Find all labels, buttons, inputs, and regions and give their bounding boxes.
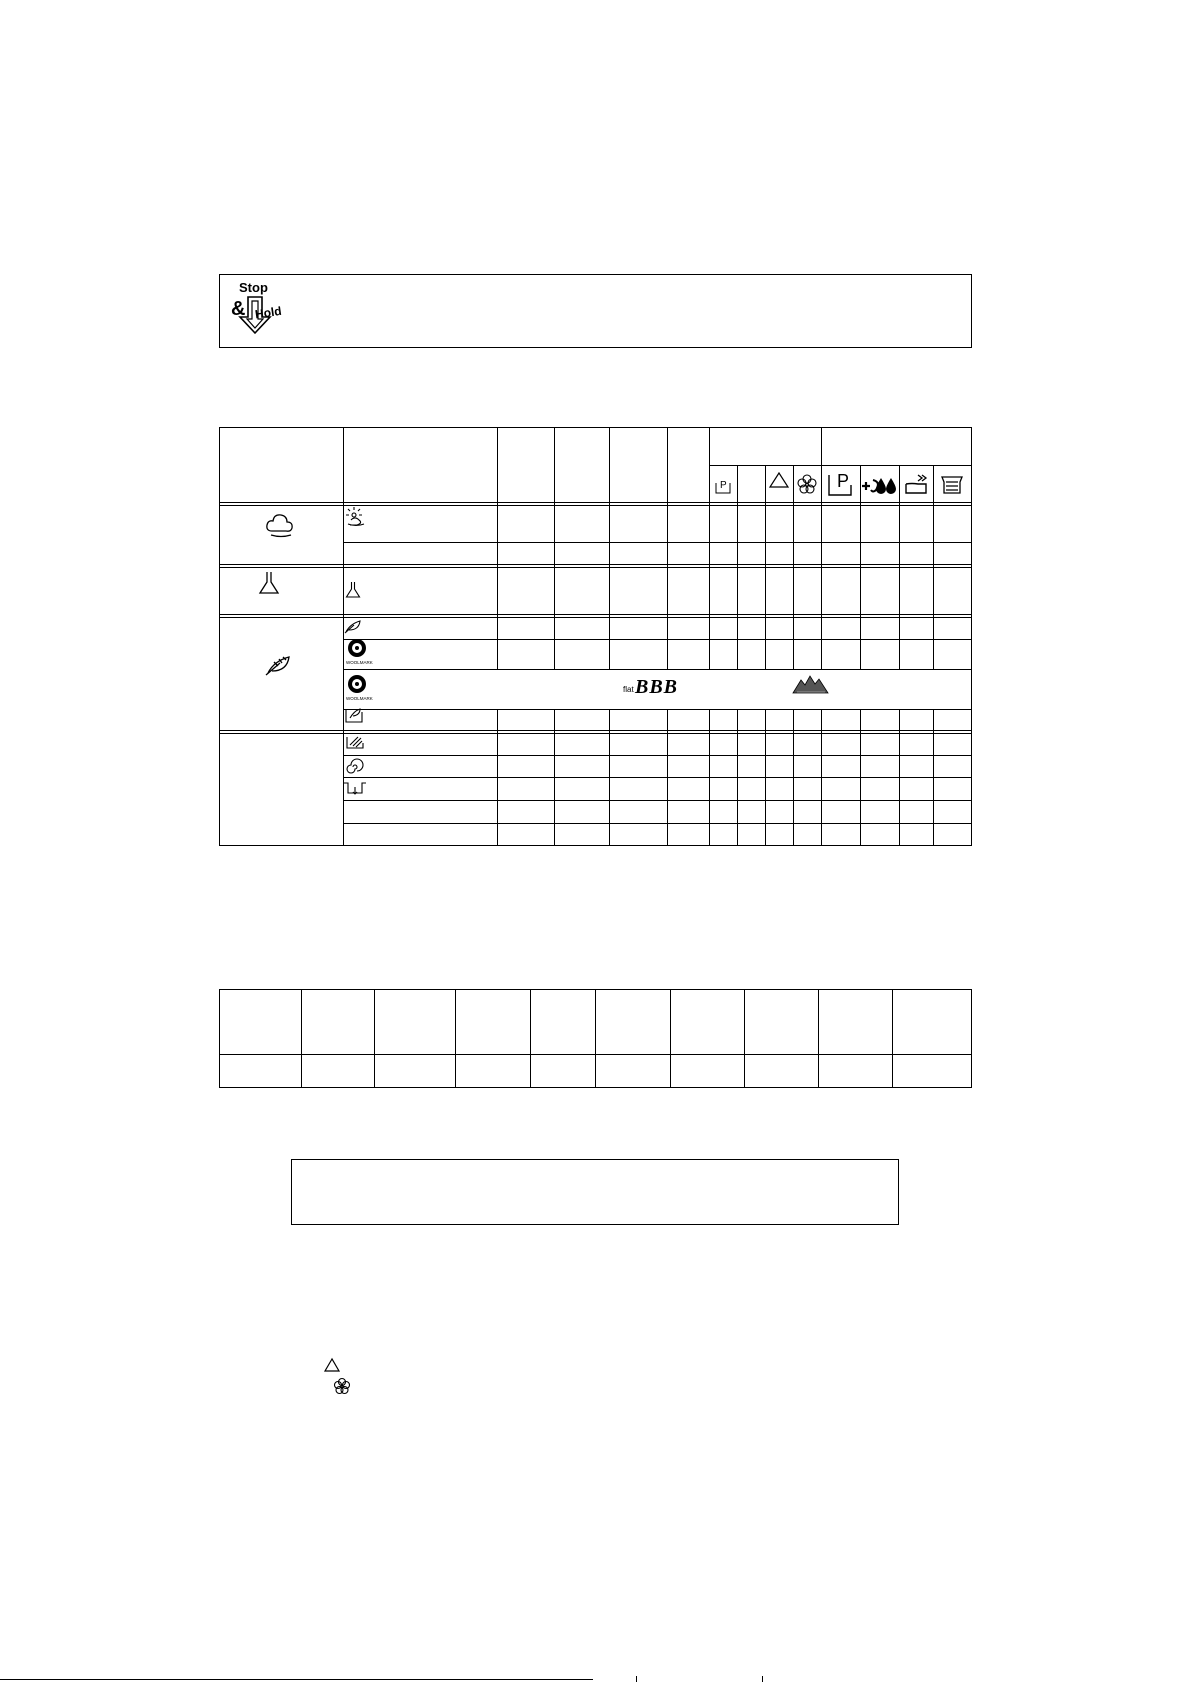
stop-logo-text: Stop — [239, 280, 268, 295]
quick-wash-icon — [906, 475, 926, 493]
svg-text:P: P — [720, 480, 727, 491]
bottom-tick-mark — [636, 1676, 637, 1682]
flower-icon — [332, 1376, 352, 1396]
cotton-cloud-icon — [267, 515, 292, 537]
prewash-p-icon — [829, 471, 851, 495]
bottom-rule — [0, 1679, 593, 1680]
triangle-icon — [770, 473, 788, 487]
hold-logo-text: Hold — [254, 303, 283, 322]
stop-hold-notice-box — [219, 274, 972, 348]
bottom-tick-mark — [762, 1676, 763, 1682]
feather-small-icon — [345, 621, 360, 633]
feather-icon — [266, 657, 289, 675]
spin-spiral-icon — [347, 759, 363, 773]
stop-and-hold-logo-icon — [230, 277, 286, 343]
program-table-grid — [219, 427, 972, 846]
drain-tub-icon — [344, 783, 366, 794]
flower-icon — [798, 475, 816, 493]
triangle-icon — [323, 1357, 341, 1373]
amp-logo-text: & — [231, 298, 246, 320]
woolmark-ball-icon — [346, 639, 373, 665]
rinse-icon — [347, 737, 363, 748]
extra-rinse-drops-icon — [862, 478, 896, 494]
consumption-table — [219, 989, 972, 1088]
synthetics-flask-icon — [260, 572, 278, 593]
program-table — [219, 427, 972, 846]
prewash-sun-icon — [346, 507, 364, 526]
easy-iron-shirt-icon — [942, 477, 962, 493]
synthetics-flask-small-icon — [347, 582, 360, 597]
bbb-text: BBB — [635, 676, 679, 698]
consumption-table-grid — [219, 989, 972, 1088]
svg-text:P: P — [837, 471, 850, 491]
woolmark-label: WOOLMARK — [346, 696, 373, 701]
hand-wash-tub-icon — [346, 709, 362, 722]
prewash-p-small-icon — [716, 480, 730, 493]
woolmark-label: WOOLMARK — [346, 660, 373, 665]
note-box — [291, 1159, 899, 1225]
bbb-prefix: flat — [623, 685, 634, 694]
